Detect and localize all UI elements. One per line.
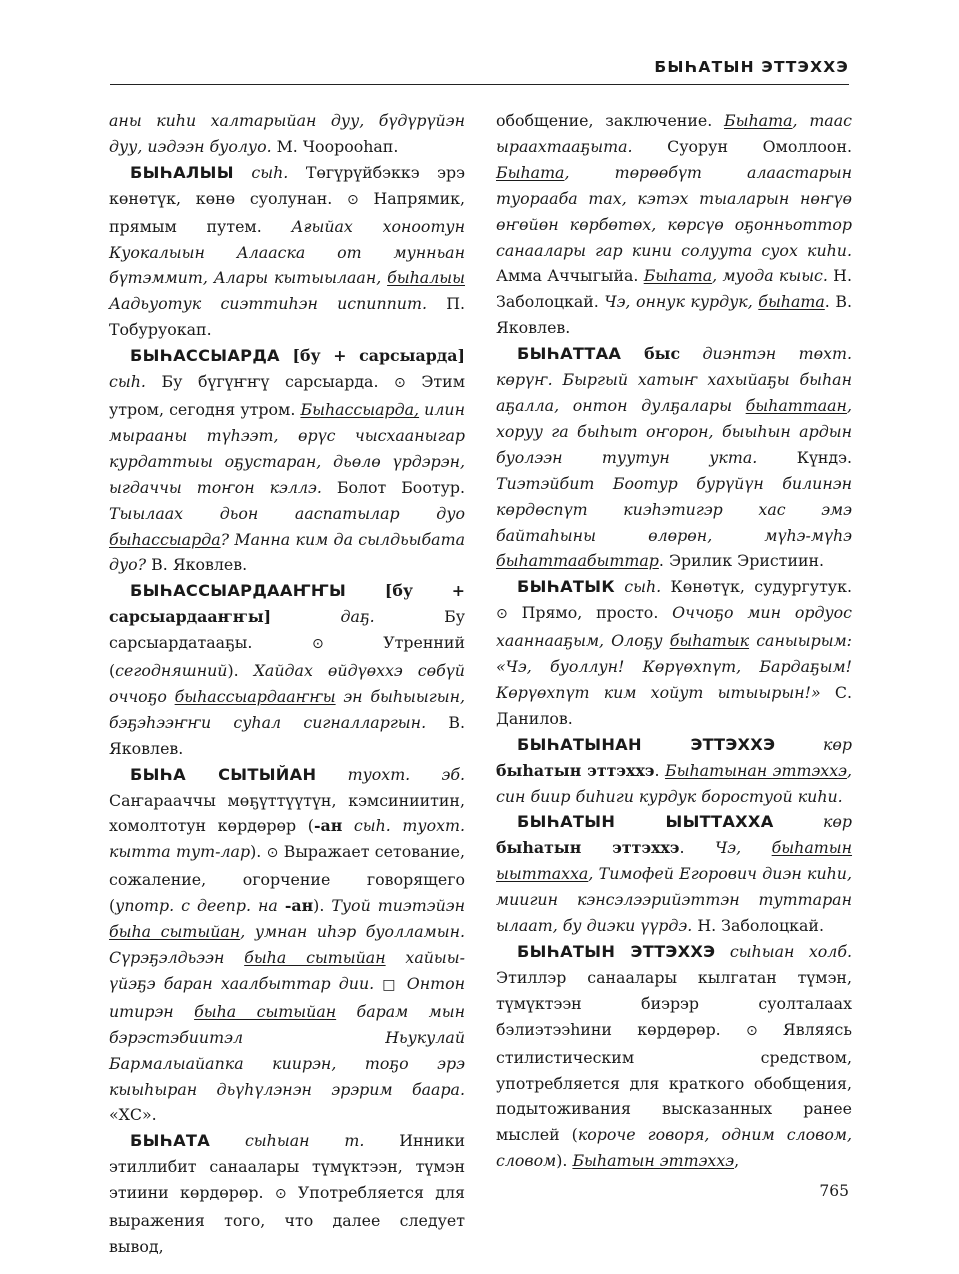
entry-text: , умнан иhэр буолламын. Сүрэҕэлдьээн [109,922,465,967]
entry-text: көр [775,734,852,754]
entry-text: ы киhи халтарыйан дуу, бүдүрүйэн дуу, иэдээн буолуо. [109,111,465,156]
entry-text: . [679,838,716,858]
entry-text: «ХС». [109,1105,157,1125]
circle-dot-icon: ⊙ [394,375,406,392]
entry-text: Н. Заболоцкай. [496,266,852,312]
entry-text: сыh. [233,162,289,182]
dictionary-entry [109,343,465,578]
entry-text: Быhатынан эттэххэ [665,760,847,780]
entry-text: Быhата [724,111,793,130]
entry-text: . [824,292,830,312]
entry-text: ). [250,842,267,862]
entry-text: Эрилик Эристиин. [663,551,825,571]
entry-text: быhа сытыйан [244,948,386,967]
page-number: 765 [819,1182,849,1200]
entry-text: , төрөөбүт алаастарын туорааба тах, кэтэх тыаларын нөҥүө өҥөйөн көрбөтөх, көрсүө оҕонньоттор санаалары гар кини солуута суох киhи. [496,162,852,260]
entry-text: быhатын ыыттахха [496,838,853,884]
entry-text: [бу + сарсыарда] [279,346,465,366]
entry-text: В. Яковлев. [109,712,465,758]
entry-text: Употребляется для выражения того, что далее следует вывод, [109,1183,465,1256]
entry-text: диэнтэн төхт. көрүҥ. [496,344,852,390]
entry-text: ). [556,1151,573,1171]
headword: БЫҺАТЫК [517,577,615,597]
circle-dot-icon: ⊙ [745,1022,758,1039]
headword: БЫҺАТЫНАН ЭТТЭХХЭ [517,734,776,754]
continued-text [109,108,465,160]
circle-dot-icon: ⊙ [496,606,508,623]
entry-text: , муода кыыс. [712,266,828,286]
entry-text: Чэ, [715,838,772,858]
entry-text: Н. Заболоцкай. [692,916,824,936]
entry-text: Чэ, оннук курдук, [604,292,759,312]
headword: БЫҺАССЫАРДААҤҤЫ [130,581,347,601]
entry-text: Саҥарааччы мөҕүттүүтүн, кэмсиниитин, хомолтотун көрдөрөр ( [109,790,465,836]
entry-text: . [658,551,664,571]
headword: БЫҺАТЫН ЫЫТТАХХА [517,812,774,832]
headword: БЫҺАТЫН ЭТТЭХХЭ [517,942,716,961]
entry-text: Быhата [643,266,713,286]
entry-text: . [654,760,666,780]
entry-text: Быhатын эттэххэ [572,1151,735,1171]
entry-text: -ан [284,896,314,916]
circle-dot-icon: ⊙ [311,636,324,653]
entry-text: быhассыардааҥҥы [174,686,336,706]
entry-text: сыhыан холб. [715,942,853,961]
entry-text: Хайдах өйдүөххэ сөбүй оччоҕо [109,661,465,706]
entry-text: Амма Аччыгыйа. [496,266,644,286]
running-head: БЫҺАТЫН ЭТТЭХХЭ [654,58,849,76]
dictionary-entry [496,732,852,810]
entry-text: Бу бүгүҥҥү сарсыарда. [145,372,395,392]
entry-text: Туой тиэтэйэн [331,896,465,916]
entry-text: ан [109,111,129,130]
entry-text: Тыылаах дьон аaспатылар дуо [109,503,465,523]
entry-text: Инники этиллибит санаалары түмүктээн, түмэн этиини көрдөрөр. [109,1131,465,1203]
dictionary-entry [109,762,465,1129]
continued-text [496,108,852,341]
entry-text: Утренний ( [109,633,465,681]
entry-text: ? Манна ким да сылдьыбата дуо? [109,529,465,575]
right-column [496,108,852,1174]
entry-text: быhассыарда [109,529,221,549]
entry-text: быс [621,344,681,364]
entry-text: быhатык [669,631,750,651]
entry-text: быhа сытыйан [109,922,241,942]
entry-text: Ағыйах хоноотун Куокалыын Алааска от мунньан бүтэммит, Алары кытыылаан, [109,216,465,288]
entry-text: быһалыы [387,268,465,288]
entry-text: [бу + сарсыардааҥҥы] [109,581,465,627]
entry-text: Являясь стилистическим средством, употребляется для краткого обобщения, подытоживания высказанных ранее мыслей ( [496,1019,852,1145]
entry-text: сыh. [109,372,146,392]
entry-text: В. Яковлев. [146,555,248,575]
entry-text: Оччоҕо мин ордуос хааннааҕым, Олоҕу [496,603,852,651]
headword: БЫҺАССЫАРДА [130,346,280,366]
entry-text: , хоруу га быhыт оҥорон, быыhын ардын буолээн туутун укта. [496,395,852,467]
entry-text: обобщение, заключение. [496,111,725,130]
dictionary-entry [496,939,852,1174]
entry-text: даҕ. [271,607,375,627]
headword: БЫҺА СЫТЫЙАН [130,764,317,784]
dictionary-entry [109,578,465,761]
entry-text: Төгүрүйбэккэ эрэ көнөтүк, көнө суолунан. [109,162,465,208]
entry-text: Быhата [496,162,565,182]
entry-text: быhатын эттэххэ [496,838,680,858]
entry-text: ). [313,896,332,916]
entry-text: Онтон итирэн [109,973,466,1021]
entry-text: Этим утром, сегодня утром. [109,372,465,419]
dictionary-entry [109,1128,465,1260]
entry-text: Быргый хатыҥ хахыйаҕы быhан аҕалла, онтон дулҕалары [496,370,852,415]
entry-text: С. Данилов. [496,682,852,728]
entry-text: употр. с деепр. на [115,896,285,916]
entry-text: Көнөтүк, судургутук. [661,577,852,597]
entry-text: сыhыан т. [210,1131,365,1151]
entry-text: сегодняшний [115,661,228,681]
entry-text: быhаттаабыттар [496,551,659,571]
entry-text: , таас ыраахтааҕыта. [496,111,852,156]
entry-text: П. Тобуруокап. [109,294,465,340]
circle-dot-icon: ⊙ [347,191,359,208]
entry-text: В. Яковлев. [496,292,852,338]
header-rule [110,84,849,85]
entry-text: Этиллэр санаалары кылгатан түмэн, түмүктээн биэрэр суолталаах бэлиэтээhини көрдөрөр. [496,967,852,1039]
entry-text: сыh. туохт. кытта тут-лар [109,816,465,862]
entry-text: хайыы-үйэҕэ баран хаалбыттар дии. [109,948,465,993]
entry-text: Күндэ. [757,447,852,467]
entry-text: быhатын эттэххэ [496,760,655,780]
circle-dot-icon: ⊙ [266,845,279,862]
dictionary-entry [496,574,852,731]
entry-text: илин мырааны түhээт, өрүс чысхааныгар курдаттыы оҕустаран, дьөлө үрдэрэн, ыгдаччы тоҥон кэллэ. [109,399,465,497]
entry-text: ). [227,661,254,681]
entry-text: Выражает сетование, сожаление, огорчение говорящего ( [109,842,465,916]
circle-dot-icon: □ [382,976,399,993]
headword: БЫҺАЛЫЫ [130,162,234,182]
entry-text: саныырым: «Чэ, буоллун! Көрүөхпүт, Бардаҕым! Көрүөхпүт ким хойут ытыырын!» [496,631,852,702]
entry-text: короче говоря, одним словом, словом [496,1125,852,1171]
entry-text: быhа сытыйан [194,1001,337,1021]
entry-text: Напрямик, прямым путем. [109,188,465,236]
circle-dot-icon: ⊙ [274,1186,287,1203]
entry-text: сыh. [614,577,662,597]
entry-text: , син биир биhиги курдук боростуой киhи. [496,760,853,806]
entry-text: көр [773,812,852,832]
entry-text: быhаттаан [745,395,847,415]
entry-text: Тиэтэйбит Боотур бурүйүн билинэн көрдөспүт киэhэтигэр хас эмэ байтаhыны өлөрөн, мүhэ-мүhэ [496,473,852,545]
entry-text: Прямо, просто. [507,603,673,623]
entry-text: эн быhыыгын, бэҕэhээҥҥи суhал сигналларгын. [109,686,466,732]
entry-text: Аадьуотук сиэттиhэн испиппит. [109,294,427,314]
entry-text: Болот Боотур. [321,477,465,497]
entry-text: Суорун Омоллоон. [632,136,852,156]
entry-text: Быhассыарда, [300,399,420,419]
left-column [109,108,465,1260]
entry-text: барам мын бэрэстэбиитэл Ньукулай Бармалыайапка киирэн, тоҕо эрэ кыыhыран дьүhүлэнэн эрэрим баара. [109,1001,465,1099]
entry-text: М. Чоорооhап. [271,136,399,156]
entry-text: , [734,1151,740,1171]
entry-text: быhата [758,292,825,312]
entry-text: , Тимофей Егорович диэн киhи, миигин кэнсэлээрийэттэн туттаран ылаат, бу диэки үүрдэ. [496,864,852,936]
dictionary-entry [496,341,852,574]
entry-text: туохт. эб. [316,764,465,784]
headword: БЫҺАТТАА [517,344,622,364]
headword: БЫҺАТА [130,1131,211,1151]
dictionary-entry [109,160,465,343]
entry-text: -ан [313,816,343,836]
entry-text: Бу сарсыардатааҕы. [109,607,465,653]
dictionary-entry [496,809,852,939]
